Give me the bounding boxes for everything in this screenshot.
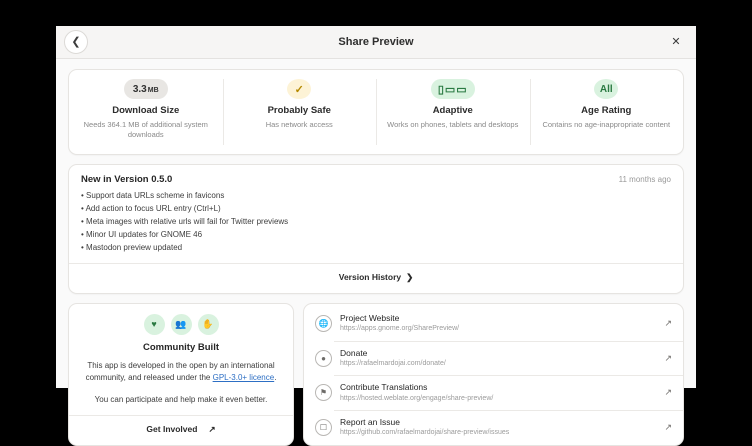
badge-subtitle: Contains no age-inappropriate content (542, 120, 671, 129)
link-donate[interactable] (304, 341, 683, 376)
link-url: https://github.com/rafaelmardojai/share-preview/issues (340, 429, 510, 437)
chevron-right-icon: ❯ (406, 271, 414, 282)
people-icon: 👥 (171, 314, 192, 335)
badge-title: Adaptive (432, 105, 473, 116)
link-contribute-translations[interactable] (304, 375, 683, 410)
release-notes-list (81, 190, 671, 255)
badge-title: Download Size (112, 105, 180, 116)
shield-icon (287, 79, 311, 99)
links-card (303, 303, 684, 446)
badges-card (68, 69, 684, 155)
translate-flag-icon: ⚑ (315, 384, 332, 401)
list-item: • Support data URLs scheme in favicons (81, 190, 671, 203)
bottom-section (68, 303, 684, 446)
issue-chat-icon: ☐ (315, 419, 332, 436)
release-notes-card (68, 164, 684, 294)
list-item: • Meta images with relative urls will fail for Twitter previews (81, 216, 671, 229)
share-preview-window (56, 26, 696, 437)
release-notes-header (81, 174, 671, 185)
devices-icon (431, 79, 475, 99)
download-size-value: 3.3 (132, 83, 147, 95)
community-icons (144, 314, 219, 335)
community-title: Community Built (143, 341, 219, 353)
shield-glyph: ✓ (294, 83, 304, 96)
external-link-icon: ↗ (664, 352, 672, 363)
version-history-label: Version History (338, 272, 402, 283)
page-title: Share Preview (338, 36, 414, 48)
external-link-icon: ↗ (664, 422, 672, 433)
badge-age-rating (530, 70, 684, 154)
external-link-icon: ↗ (664, 317, 672, 328)
community-paragraph-1 (83, 360, 279, 385)
badge-download-size (69, 70, 223, 154)
community-text-pre: This app is developed in the open by an international community, and released under the (85, 360, 275, 383)
community-text-post: . (274, 373, 277, 383)
badge-subtitle: Has network access (265, 120, 333, 129)
link-title: Report an Issue (340, 417, 401, 428)
age-rating-glyph: All (599, 83, 613, 95)
back-button[interactable] (64, 30, 88, 54)
hand-icon: ✋ (198, 314, 219, 335)
title-bar (56, 26, 696, 59)
community-card (68, 303, 294, 446)
download-size-icon (124, 79, 168, 99)
badge-subtitle: Works on phones, tablets and desktops (387, 120, 519, 129)
community-paragraph-2: You can participate and help make it even better. (94, 394, 268, 404)
badge-adaptive (376, 70, 530, 154)
badge-title: Age Rating (581, 105, 632, 116)
release-version-title: New in Version 0.5.0 (81, 174, 173, 185)
link-title: Donate (340, 347, 368, 358)
link-url: https://hosted.weblate.org/engage/share-preview/ (340, 394, 494, 402)
chevron-left-icon: ❮ (71, 35, 81, 48)
external-link-icon: ↗ (208, 423, 216, 434)
close-icon: ✕ (671, 35, 681, 48)
list-item: • Add action to focus URL entry (Ctrl+L) (81, 203, 671, 216)
heart-icon: ♥ (144, 314, 165, 335)
link-url: https://apps.gnome.org/SharePreview/ (340, 324, 460, 332)
link-project-website[interactable] (304, 306, 683, 341)
download-size-unit: MB (147, 86, 159, 94)
get-involved-label: Get Involved (146, 424, 198, 435)
devices-glyph: ▯▭▭ (437, 83, 468, 96)
release-date: 11 months ago (618, 175, 671, 184)
external-link-icon: ↗ (664, 387, 672, 398)
link-url: https://rafaelmardojai.com/donate/ (340, 359, 446, 367)
close-button[interactable] (664, 30, 688, 54)
list-item: • Mastodon preview updated (81, 242, 671, 255)
list-item: • Minor UI updates for GNOME 46 (81, 229, 671, 242)
version-history-button[interactable] (81, 264, 671, 283)
badge-title: Probably Safe (267, 105, 331, 116)
badge-subtitle: Needs 364.1 MB of additional system downloads (83, 120, 208, 140)
main-content (56, 59, 696, 437)
get-involved-button[interactable] (146, 416, 215, 435)
age-rating-icon (594, 79, 618, 99)
badge-probably-safe (223, 70, 377, 154)
link-title: Contribute Translations (340, 382, 428, 393)
globe-icon: 🌐 (315, 315, 332, 332)
link-report-an-issue[interactable] (304, 410, 683, 445)
donate-icon: ● (315, 350, 332, 367)
license-link[interactable]: GPL-3.0+ licence (212, 373, 275, 383)
link-title: Project Website (340, 312, 400, 323)
